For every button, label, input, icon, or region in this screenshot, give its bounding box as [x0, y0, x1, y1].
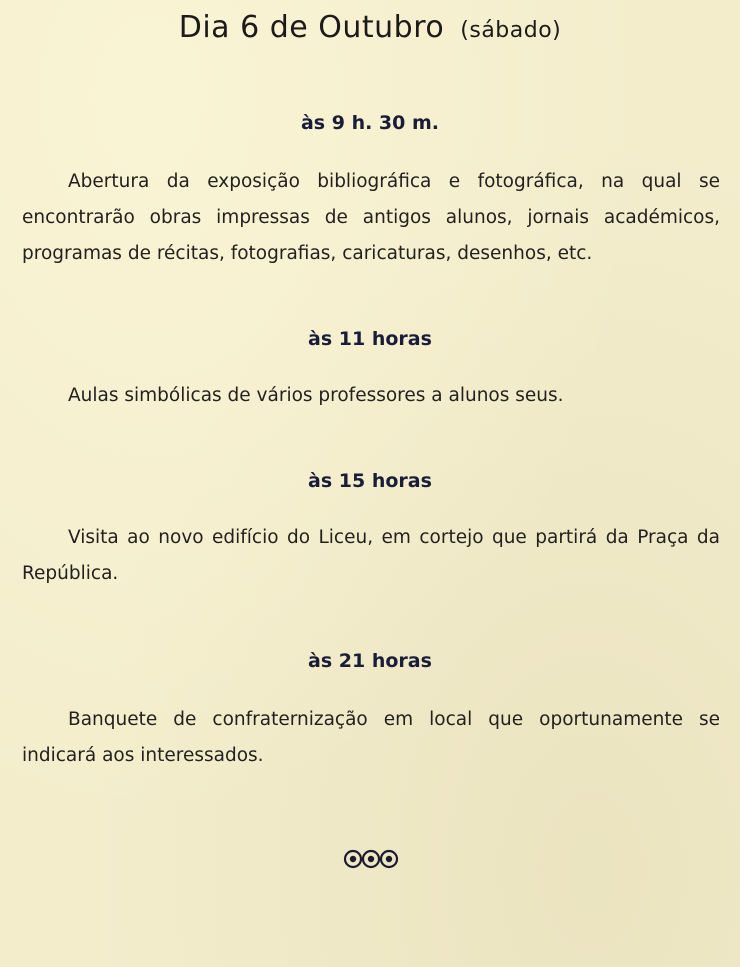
schedule-text-3: Visita ao novo edifício do Liceu, em cortejo que partirá da Praça da República. — [22, 527, 720, 584]
title-weekday: (sábado) — [460, 18, 562, 43]
schedule-time-4: às 21 horas — [308, 650, 432, 672]
schedule-text-1: Abertura da exposição bibliográfica e fotográfica, na qual se encontrarão obras impressas de antigos alunos, jornais académicos, programas de récitas, fotografias, caricaturas, desenhos, etc. — [22, 171, 720, 264]
schedule-time-1: às 9 h. 30 m. — [300, 112, 439, 134]
schedule-text-4: Banquete de confraternização em local que oportunamente se indicará aos interessados. — [22, 709, 720, 766]
title-date: Dia 6 de Outubro — [178, 10, 445, 45]
schedule-text-2: Aulas simbólicas de vários professores a alunos seus. — [68, 385, 564, 406]
schedule-time-2: às 11 horas — [308, 328, 432, 350]
three-circle-ornament-icon — [343, 848, 399, 870]
schedule-time-3: às 15 horas — [308, 470, 432, 492]
page-title — [0, 10, 740, 45]
